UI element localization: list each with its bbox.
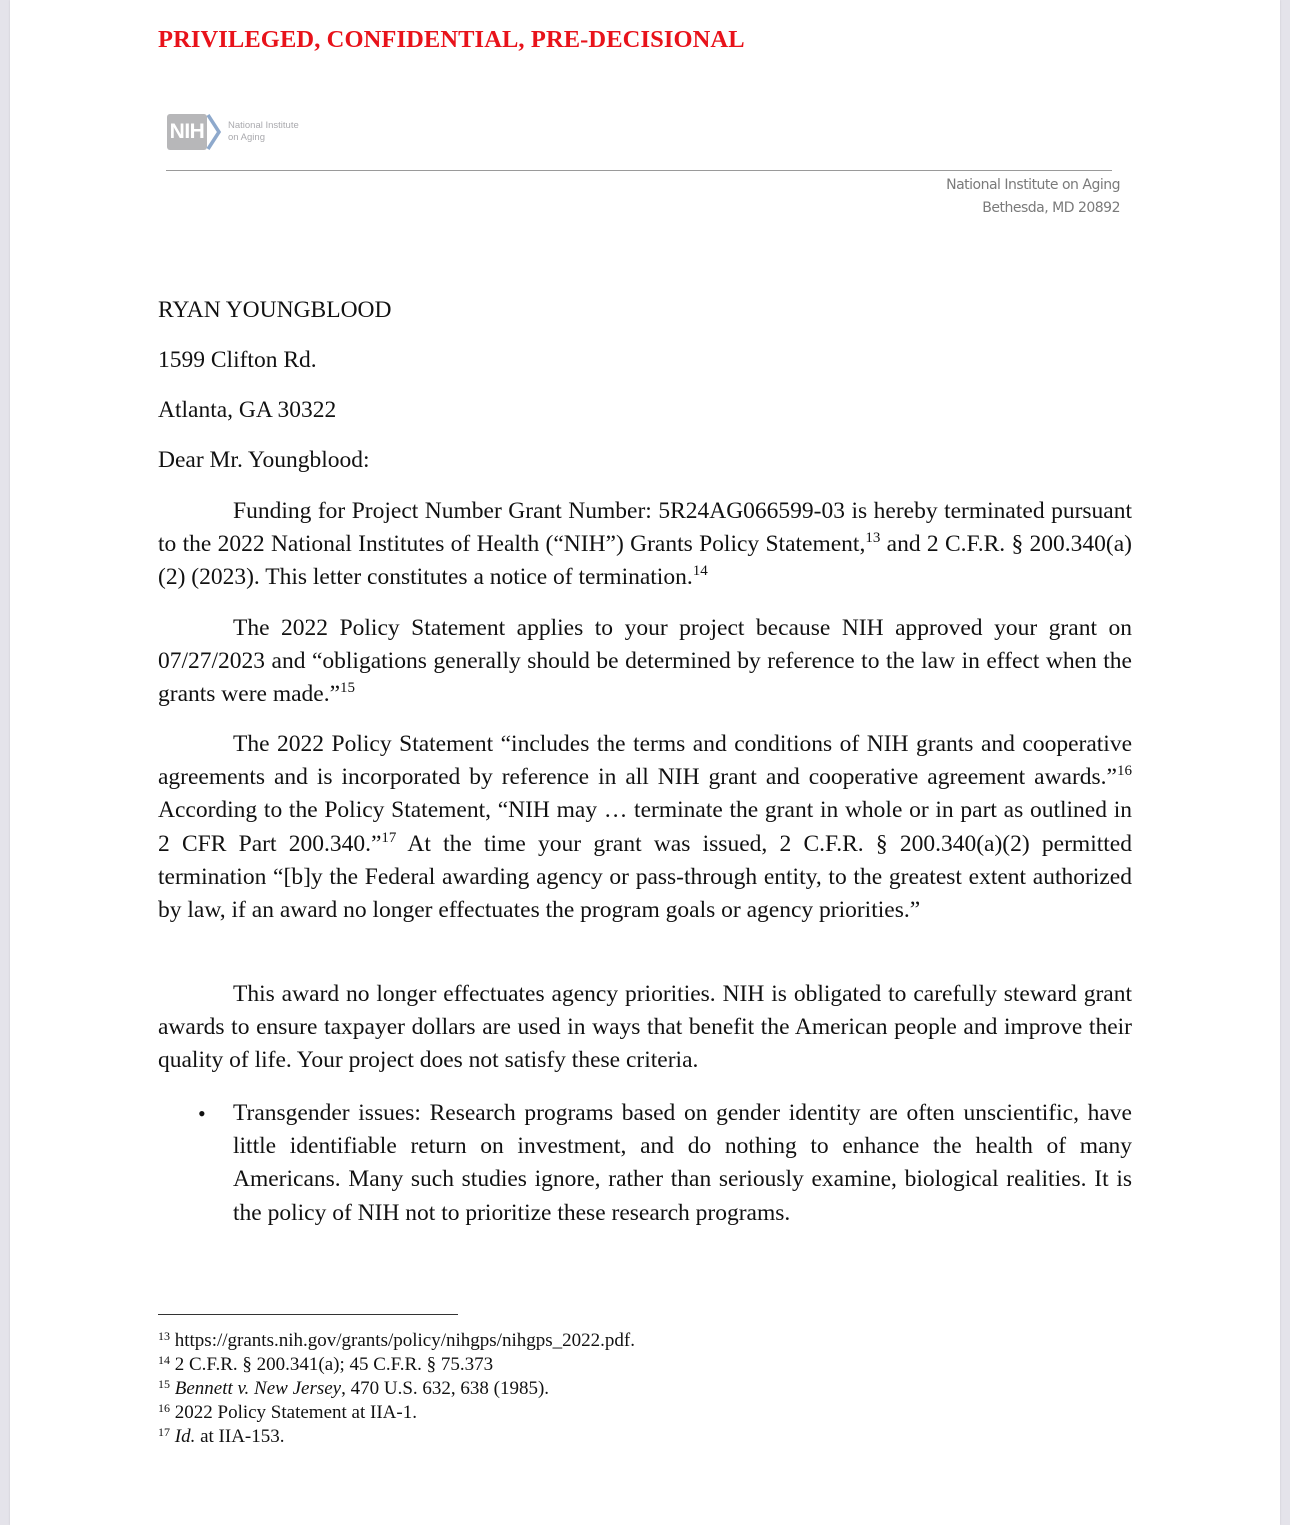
confidentiality-stamp: PRIVILEGED, CONFIDENTIAL, PRE-DECISIONAL [158, 26, 745, 53]
org-address-block [946, 174, 1120, 219]
chevron-logo-icon [205, 114, 223, 150]
logo-text [228, 120, 299, 144]
footnote-14: $^{14}$ 2 C.F.R. § 200.341(a); 45 C.F.R. § 75.373 [158, 1353, 494, 1375]
paragraph-agency-priorities: This award no longer effectuates agency priorities. NIH is obligated to carefully steward grant awards to ensure taxpayer dollars are used in ways that benefit the American people and improve their quality of life. Your project does not satisfy these criteria. [158, 981, 1132, 1074]
footnote-ref: 16 [1117, 763, 1132, 780]
paragraph-termination-notice: Funding for Project Number Grant Number: 5R24AG066599-03 is hereby terminated pursuant to the 2022 National Institutes of Health (“NIH”) Grants Policy Statement,$^{13}$ and 2 C.F.R. § 200.340(a)(2) (2023). This letter constitutes a notice of termination.$^{14}$ [158, 498, 1132, 591]
footnote-15: $^{15}$ Bennett v. New Jersey, 470 U.S. 632, 638 (1985). [158, 1377, 550, 1399]
document-page [10, 0, 1280, 1525]
footnotes [158, 1329, 635, 1449]
bullet-icon: • [198, 1101, 206, 1126]
footnote-ref: 14 [692, 563, 708, 580]
salutation: Dear Mr. Youngblood: [158, 447, 370, 473]
footnote-13: $^{13}$ https://grants.nih.gov/grants/policy/nihgps/nihgps_2022.pdf. [158, 1329, 635, 1351]
paragraph-policy-terms: The 2022 Policy Statement “includes the terms and conditions of NIH grants and cooperative agreements and is incorporated by reference in all NIH grant and cooperative agreement awards.”$^{16}$ According to the Policy Statement, “NIH may … terminate the grant in whole or in part as outlined in 2 CFR Part 200.340.”$^{17}$ At the time your grant was issued, 2 C.F.R. § 200.340(a)(2) permitted termination “[b]y the Federal awarding agency or pass-through entity, to the greatest extent authorized by law, if an award no longer effectuates the program goals or agency priorities.” [158, 731, 1132, 924]
recipient-name: RYAN YOUNGBLOOD [158, 297, 392, 323]
footnote-ref: 15 [340, 680, 356, 697]
org-location: Bethesda, MD 20892 [982, 199, 1120, 216]
paragraph-policy-applicability: The 2022 Policy Statement applies to your project because NIH approved your grant on 07/27/2023 and “obligations generally should be determined by reference to the law in effect when the grants were made.”$^{15}$ [158, 615, 1132, 708]
footnote-17: $^{17}$ Id. at IIA-153. [158, 1425, 285, 1447]
nih-logo-mark: NIH [167, 114, 207, 150]
org-name: National Institute on Aging [946, 177, 1120, 193]
bullet-list [158, 1097, 1132, 1230]
logo-line-1: National Institute [228, 120, 299, 131]
bullet-text: Transgender issues: Research programs based on gender identity are often unscientific, have little identifiable return on investment, and do nothing to enhance the health of many Americans. Many such studies ignore, rather than seriously examine, biological realities. It is the policy of NIH not to prioritize these research programs. [233, 1100, 1132, 1226]
recipient-street: 1599 Clifton Rd. [158, 347, 317, 373]
nia-logo [167, 114, 327, 152]
footnote-16: $^{16}$ 2022 Policy Statement at IIA-1. [158, 1401, 417, 1423]
header-divider [166, 170, 1112, 171]
recipient-city: Atlanta, GA 30322 [158, 397, 337, 423]
footnote-ref: 13 [865, 530, 881, 547]
logo-line-2: on Aging [228, 132, 265, 143]
bullet-item-transgender-issues [158, 1097, 1132, 1230]
footnote-ref: 17 [381, 829, 397, 846]
footnote-separator [158, 1314, 458, 1315]
